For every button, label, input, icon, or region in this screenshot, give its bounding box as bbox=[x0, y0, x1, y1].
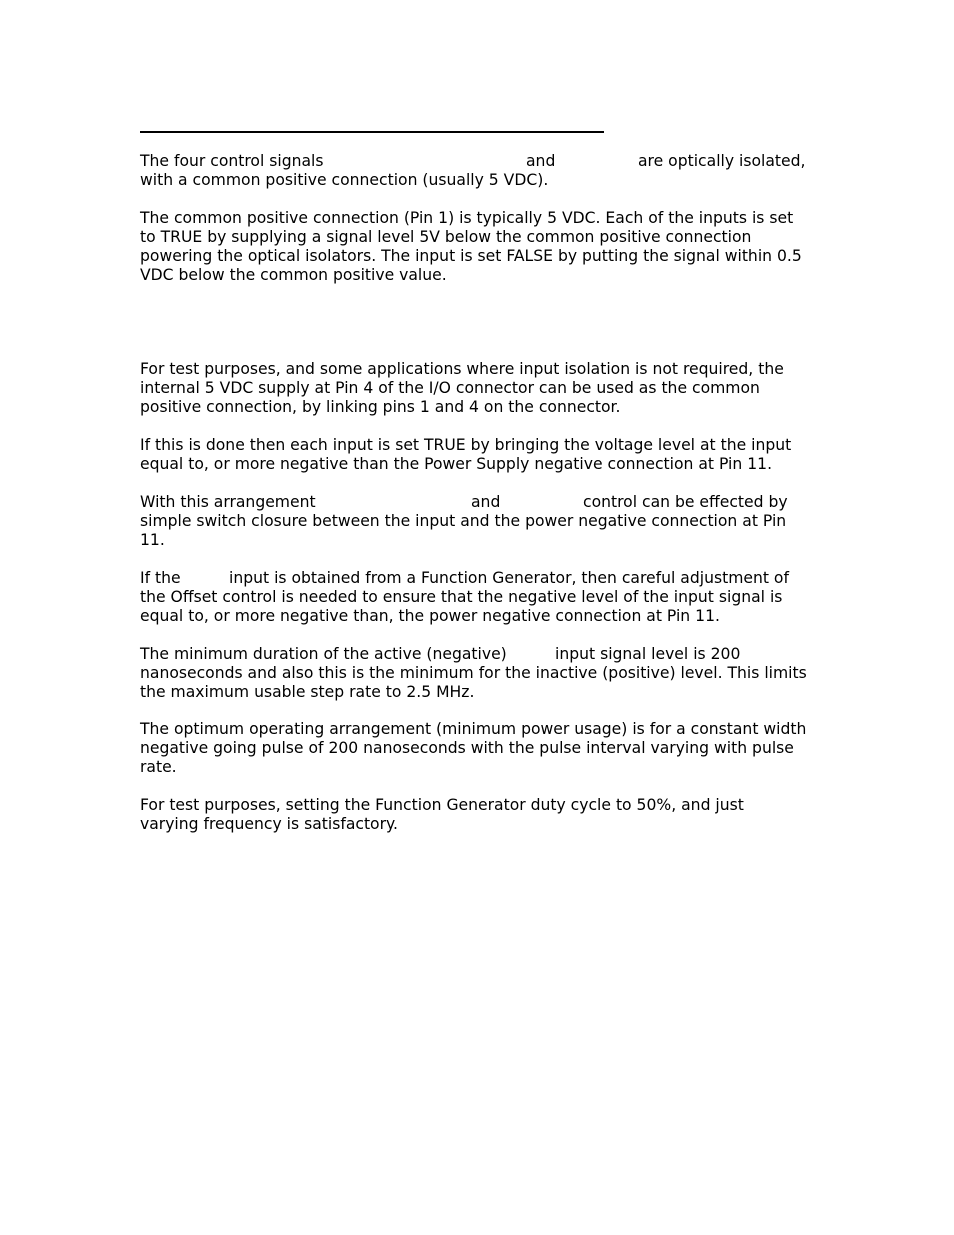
text-line: equal to, or more negative than, the power negative connection at Pin 11. bbox=[140, 607, 720, 625]
text-segment: The minimum duration of the active (negative) bbox=[140, 645, 507, 663]
text-line: rate. bbox=[140, 758, 177, 776]
heading-underline-rule bbox=[140, 131, 604, 133]
text-line: For test purposes, setting the Function Generator duty cycle to 50%, and just bbox=[140, 796, 744, 814]
text-line: The optimum operating arrangement (minimum power usage) is for a constant width bbox=[140, 720, 807, 738]
text-line: 11. bbox=[140, 531, 165, 549]
text-line: with a common positive connection (usually 5 VDC). bbox=[140, 171, 549, 189]
text-line: negative going pulse of 200 nanoseconds with the pulse interval varying with pulse bbox=[140, 739, 794, 757]
text-line: the Offset control is needed to ensure that the negative level of the input signal is bbox=[140, 588, 783, 606]
text-line bbox=[140, 152, 820, 171]
text-line: nanoseconds and also this is the minimum for the inactive (positive) level. This limits bbox=[140, 664, 807, 682]
text-segment: control can be effected by bbox=[583, 493, 788, 511]
text-segment: are optically isolated, bbox=[638, 152, 806, 170]
text-segment: and bbox=[526, 152, 556, 170]
text-line bbox=[140, 569, 820, 588]
text-line: If this is done then each input is set TRUE by bringing the voltage level at the input bbox=[140, 436, 792, 454]
text-segment: With this arrangement bbox=[140, 493, 316, 511]
text-line: positive connection, by linking pins 1 and 4 on the connector. bbox=[140, 398, 621, 416]
text-segment: If the bbox=[140, 569, 181, 587]
text-line: the maximum usable step rate to 2.5 MHz. bbox=[140, 683, 475, 701]
text-line: powering the optical isolators. The input is set FALSE by putting the signal within 0.5 bbox=[140, 247, 802, 265]
text-segment: and bbox=[471, 493, 501, 511]
text-line: VDC below the common positive value. bbox=[140, 266, 447, 284]
text-line: The common positive connection (Pin 1) is typically 5 VDC. Each of the inputs is set bbox=[140, 209, 794, 227]
text-line: For test purposes, and some applications where input isolation is not required, the bbox=[140, 360, 784, 378]
text-line: varying frequency is satisfactory. bbox=[140, 815, 398, 833]
text-segment: input signal level is 200 bbox=[555, 645, 741, 663]
text-segment: input is obtained from a Function Generator, then careful adjustment of bbox=[229, 569, 789, 587]
text-segment: The four control signals bbox=[140, 152, 324, 170]
text-line bbox=[140, 493, 820, 512]
text-line: to TRUE by supplying a signal level 5V below the common positive connection bbox=[140, 228, 752, 246]
text-line: simple switch closure between the input and the power negative connection at Pin bbox=[140, 512, 787, 530]
text-line: equal to, or more negative than the Power Supply negative connection at Pin 11. bbox=[140, 455, 773, 473]
text-line bbox=[140, 645, 820, 664]
text-line: internal 5 VDC supply at Pin 4 of the I/O connector can be used as the common bbox=[140, 379, 760, 397]
